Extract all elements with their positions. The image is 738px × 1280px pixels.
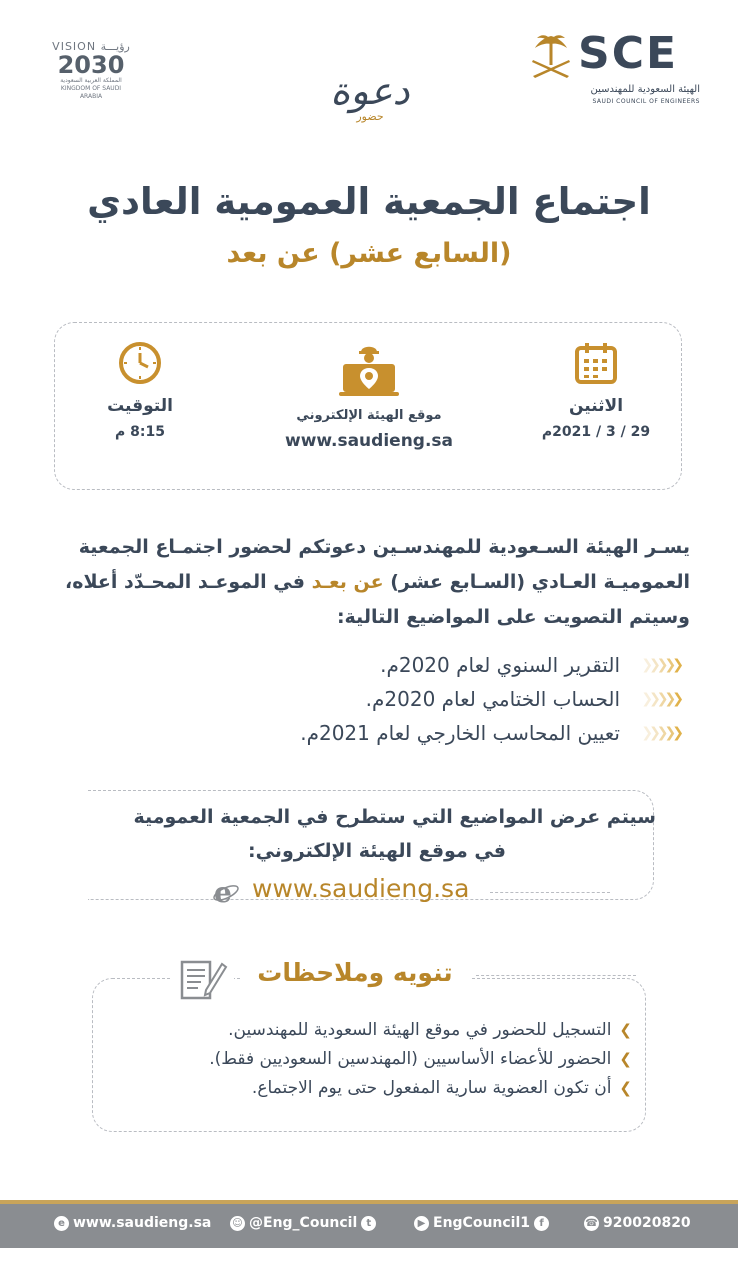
vision-sub-en: KINGDOM OF SAUDI ARABIA xyxy=(60,85,122,100)
document-pen-icon xyxy=(170,956,234,1004)
info-location xyxy=(279,340,459,451)
topic-text: تعيين المحاسب الخارجي لعام 2021م. xyxy=(300,721,620,745)
vision-2030-logo xyxy=(50,40,132,101)
clock-icon xyxy=(117,340,163,386)
note-text: التسجيل للحضور في موقع الهيئة السعودية للمهندسين. xyxy=(228,1020,612,1040)
website-text-line1: سيتم عرض المواضيع التي ستطرح في الجمعية العمومية xyxy=(133,806,656,828)
paragraph-highlight: عن بعـد xyxy=(311,571,384,593)
topic-item xyxy=(200,716,680,750)
notes-list xyxy=(110,1016,632,1103)
chevrons-icon: ❮❮❮❮❮ xyxy=(641,657,680,673)
palm-swords-emblem-icon xyxy=(527,30,575,82)
info-time xyxy=(50,340,230,440)
time-label: التوقيت xyxy=(107,396,173,416)
browser-e-icon xyxy=(212,878,240,906)
youtube-icon: ▶ xyxy=(414,1216,429,1231)
web-icon: e xyxy=(54,1216,69,1231)
time-value: 8:15 م xyxy=(115,424,165,440)
website-text xyxy=(100,800,656,868)
snapchat-icon: ☺ xyxy=(230,1216,245,1231)
engineer-laptop-location-icon xyxy=(339,340,399,398)
location-label: موقع الهيئة الإلكتروني xyxy=(296,408,442,423)
website-dash-line xyxy=(490,892,610,893)
vision-label-ar: رؤيـــة xyxy=(100,40,130,53)
website-text-line2: في موقع الهيئة الإلكتروني: xyxy=(247,840,506,862)
paragraph-part2: في الموعـد المحـدّد أعلاه، وسيتم التصويت على المواضيع التالية: xyxy=(65,571,690,628)
topic-item xyxy=(200,682,680,716)
page-title: اجتماع الجمعية العمومية العادي xyxy=(87,180,651,223)
chevrons-icon: ❮❮❮❮❮ xyxy=(641,691,680,707)
facebook-icon: f xyxy=(534,1216,549,1231)
location-url[interactable]: www.saudieng.sa xyxy=(284,431,454,451)
notes-title: تنويه وملاحظات xyxy=(240,958,470,987)
vision-year: 2030 xyxy=(57,51,125,79)
chevrons-icon: ❮❮❮❮❮ xyxy=(641,725,680,741)
note-text: الحضور للأعضاء الأساسيين (المهندسين السعوديين فقط). xyxy=(209,1049,612,1069)
vision-label: VISION xyxy=(52,40,97,53)
day-label: الاثنين xyxy=(568,396,624,416)
invitation-word: دعوة xyxy=(330,69,410,113)
note-text: أن تكون العضوية سارية المفعول حتى يوم الاجتماع. xyxy=(251,1078,612,1098)
footer-phone-text: 920020820 xyxy=(603,1215,691,1231)
footer-twitter[interactable] xyxy=(226,1215,380,1231)
note-item xyxy=(110,1045,632,1074)
day-date: 29 / 3 / 2021م xyxy=(541,424,651,440)
phone-icon: ☎ xyxy=(585,1217,598,1229)
footer-phone[interactable] xyxy=(580,1215,691,1231)
twitter-icon: t xyxy=(361,1216,376,1231)
note-item xyxy=(110,1016,632,1045)
invitation-paragraph xyxy=(50,530,690,635)
invitation-logo xyxy=(310,70,430,123)
sce-name-ar: الهيئة السعودية للمهندسين xyxy=(590,84,700,95)
calendar-icon xyxy=(573,340,619,386)
topics-list xyxy=(200,648,680,750)
svg-text:e: e xyxy=(214,878,232,906)
footer-website[interactable] xyxy=(50,1215,211,1231)
sce-wordmark: SCE xyxy=(578,28,679,79)
vision-sub-ar: المملكة العربية السعودية xyxy=(60,77,122,84)
notes-dash-line xyxy=(476,975,636,976)
info-day xyxy=(506,340,686,440)
topic-text: الحساب الختامي لعام 2020م. xyxy=(365,687,620,711)
page-subtitle: (السابع عشر) عن بعد xyxy=(226,238,512,269)
chevron-icon: ❯ xyxy=(619,1050,632,1068)
topic-item xyxy=(200,648,680,682)
note-item xyxy=(110,1074,632,1103)
website-url-link[interactable]: www.saudieng.sa xyxy=(252,874,470,903)
topic-text: التقرير السنوي لعام 2020م. xyxy=(380,653,620,677)
chevron-icon: ❯ xyxy=(619,1079,632,1097)
sce-name-en: SAUDI COUNCIL OF ENGINEERS xyxy=(592,98,700,105)
footer-website-text: www.saudieng.sa xyxy=(73,1215,212,1231)
chevron-icon: ❯ xyxy=(619,1021,632,1039)
paragraph-part1: يسـر الهيئة السـعودية للمهندسـين دعوتكم لحضور اجتمـاع الجمعية العموميـة العـادي (السـابع عشر) xyxy=(78,536,690,593)
footer-social[interactable] xyxy=(410,1215,553,1231)
footer-twitter-text: @Eng_Council xyxy=(249,1215,358,1231)
footer-social-text: EngCouncil1 xyxy=(433,1215,531,1231)
invitation-tag: حضور xyxy=(356,110,384,123)
